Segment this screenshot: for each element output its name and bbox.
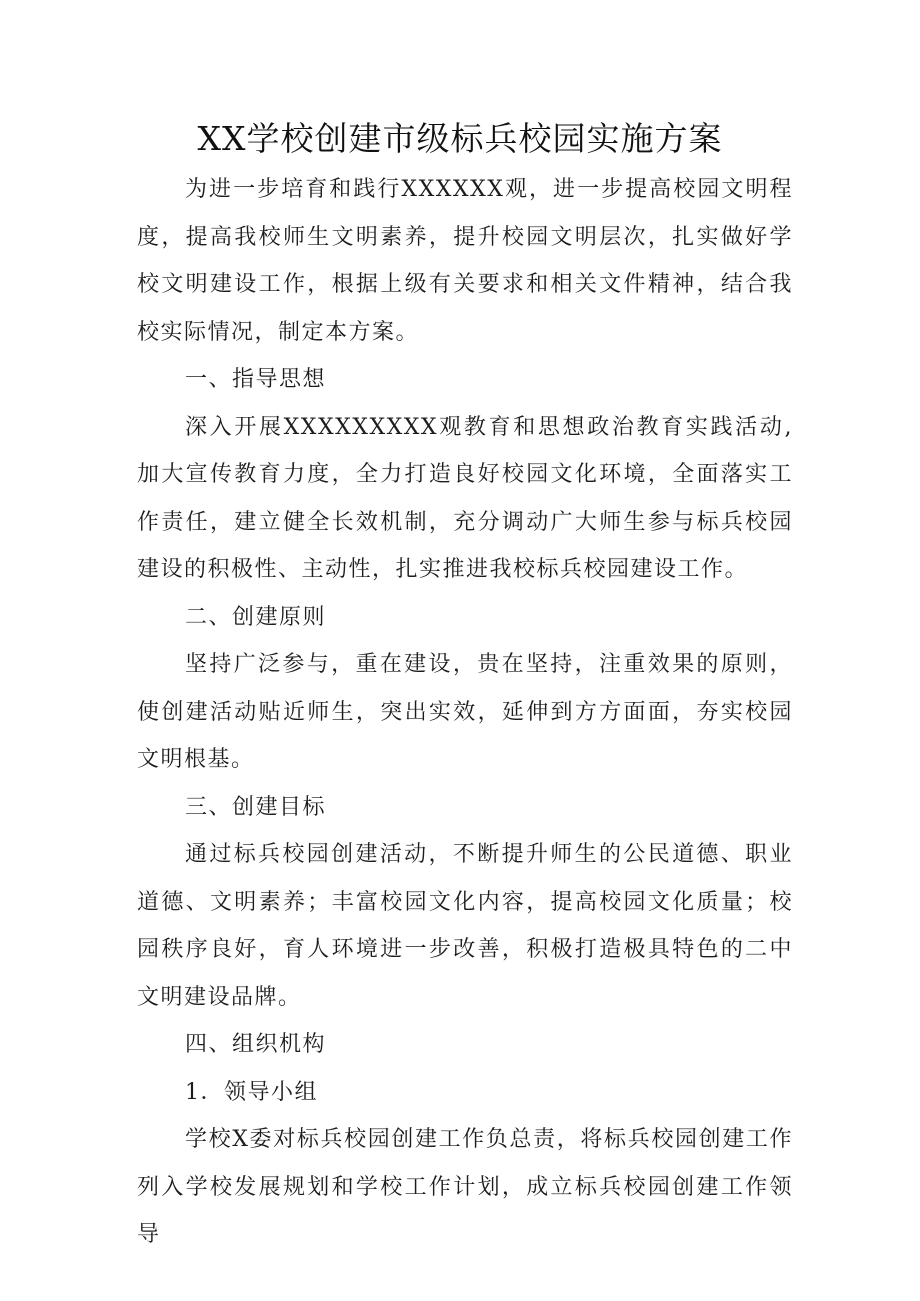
document-body	[137, 166, 793, 1259]
document-title: XX学校创建市级标兵校园实施方案	[197, 119, 723, 158]
section-text-organization: 学校X委对标兵校园创建工作负总责，将标兵校园创建工作列入学校发展规划和学校工作计划，成立标兵校园创建工作领导	[137, 1127, 793, 1247]
section-heading-guiding-ideology: 一、指导思想	[185, 367, 327, 392]
section-heading-organization: 四、组织机构	[185, 1032, 327, 1057]
section-heading-goals: 三、创建目标	[185, 794, 327, 820]
subsection-heading-leadership-group: 1．领导小组	[185, 1079, 318, 1105]
section-text-goals: 通过标兵校园创建活动，不断提升师生的公民道德、职业道德、文明素养；丰富校园文化内容，提高校园文化质量；校园秩序良好，育人环境进一步改善，积极打造极具特色的二中文明建设品牌。	[137, 842, 793, 1010]
intro-paragraph: 为进一步培育和践行XXXXXX观，进一步提高校园文明程度，提高我校师生文明素养，提升校园文明层次，扎实做好学校文明建设工作，根据上级有关要求和相关文件精神，结合我校实际情况，制定本方案。	[137, 177, 793, 345]
section-text-guiding-ideology: 深入开展XXXXXXXXX观教育和思想政治教育实践活动,加大宣传教育力度，全力打造良好校园文化环境，全面落实工作责任，建立健全长效机制，充分调动广大师生参与标兵校园建设的积极性、主动性，扎实推进我校标兵校园建设工作。	[137, 414, 793, 582]
section-text-principles: 坚持广泛参与，重在建设，贵在坚持，注重效果的原则，使创建活动贴近师生，突出实效，延伸到方方面面，夯实校园文明根基。	[137, 652, 793, 772]
section-heading-principles: 二、创建原则	[185, 604, 327, 630]
